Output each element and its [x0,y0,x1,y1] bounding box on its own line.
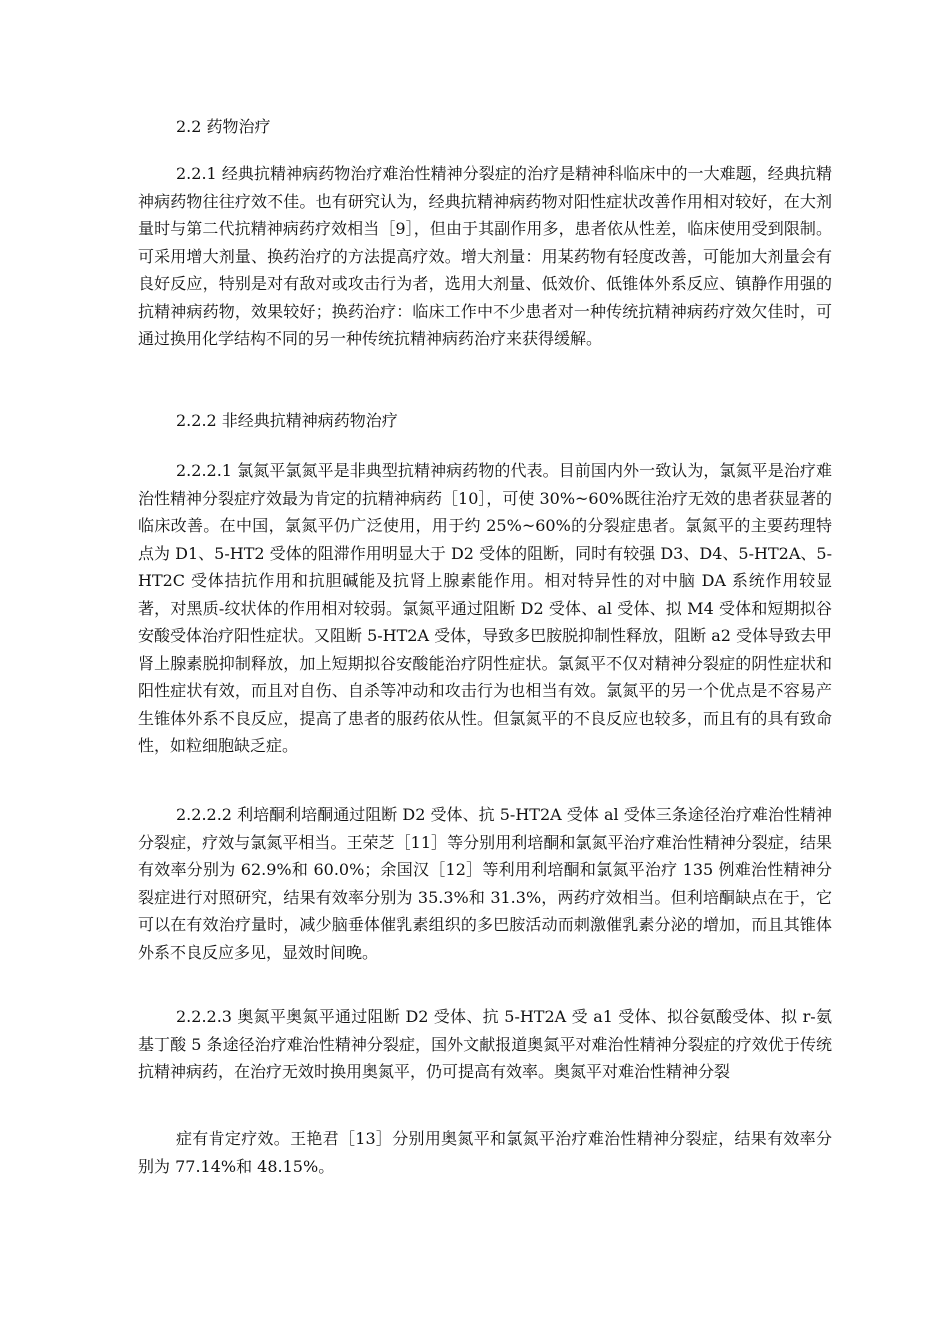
paragraph-2-2-2-1: 2.2.2.1 氯氮平氯氮平是非典型抗精神病药物的代表。目前国内外一致认为，氯氮平是治疗难治性精神分裂症疗效最为肯定的抗精神病药［10］，可使 30%~60%既往治疗无效的患者获显著的临床改善。在中国，氯氮平仍广泛使用，用于约 25%~60%的分裂症患者。氯氮平的主要药理特点为 D1、5-HT2 受体的阻滞作用明显大于 D2 受体的阻断，同时有较强 D3、D4、5-HT2A、5-HT2C 受体拮抗作用和抗胆碱能及抗肾上腺素能作用。相对特异性的对中脑 DA 系统作用较显著，对黑质-纹状体的作用相对较弱。氯氮平通过阻断 D2 受体、al 受体、拟 M4 受体和短期拟谷安酸受体治疗阳性症状。又阻断 5-HT2A 受体，导致多巴胺脱抑制性释放，阻断 a2 受体导致去甲肾上腺素脱抑制释放，加上短期拟谷安酸能治疗阴性症状。氯氮平不仅对精神分裂症的阴性症状和阳性症状有效，而且对自伤、自杀等冲动和攻击行为也相当有效。氯氮平的另一个优点是不容易产生锥体外系不良反应，提高了患者的服药依从性。但氯氮平的不良反应也较多，而且有的具有致命性，如粒细胞缺乏症。 [138,461,833,755]
paragraph-2-2-2-3: 2.2.2.3 奥氮平奥氮平通过阻断 D2 受体、抗 5-HT2A 受 a1 受体、拟谷氨酸受体、拟 r-氨基丁酸 5 条途径治疗难治性精神分裂症，国外文献报道奥氮平对难治性精神分裂症的疗效优于传统抗精神病药，在治疗无效时换用奥氮平，仍可提高有效率。奥氮平对难治性精神分裂 [138,1007,832,1081]
paragraph-continued: 症有肯定疗效。王艳君［13］分别用奥氮平和氯氮平治疗难治性精神分裂症，结果有效率分别为 77.14%和 48.15%。 [138,1129,832,1176]
paragraph-2-2-2-2: 2.2.2.2 利培酮利培酮通过阻断 D2 受体、抗 5-HT2A 受体 al 受体三条途径治疗难治性精神分裂症，疗效与氯氮平相当。王荣芝［11］等分别用利培酮和氯氮平治疗难治性精神分裂症，结果有效率分别为 62.9%和 60.0%；余国汉［12］等利用利培酮和氯氮平治疗 135 例难治性精神分裂症进行对照研究，结果有效率分别为 35.3%和 31.3%，两药疗效相当。但利培酮缺点在于，它可以在有效治疗量时，减少脑垂体催乳素组织的多巴胺活动而刺激催乳素分泌的增加，而且其锥体外系不良反应多见，显效时间晚。 [138,805,832,962]
paragraph-2-2-1: 2.2.1 经典抗精神病药物治疗难治性精神分裂症的治疗是精神科临床中的一大难题，经典抗精神病药物往往疗效不佳。也有研究认为，经典抗精神病药物对阳性症状改善作用相对较好，在大剂量时与第二代抗精神病药疗效相当［9］，但由于其副作用多，患者依从性差，临床使用受到限制。可采用增大剂量、换药治疗的方法提高疗效。增大剂量：用某药物有轻度改善，可能加大剂量会有良好反应，特别是对有敌对或攻击行为者，选用大剂量、低效价、低锥体外系反应、镇静作用强的抗精神病药物，效果较好；换药治疗：临床工作中不少患者对一种传统抗精神病药疗效欠佳时，可通过换用化学结构不同的另一种传统抗精神病药治疗来获得缓解。 [138,164,832,348]
section-heading-2-2: 2.2 药物治疗 [176,117,271,136]
section-heading-2-2-2: 2.2.2 非经典抗精神病药物治疗 [176,411,398,430]
